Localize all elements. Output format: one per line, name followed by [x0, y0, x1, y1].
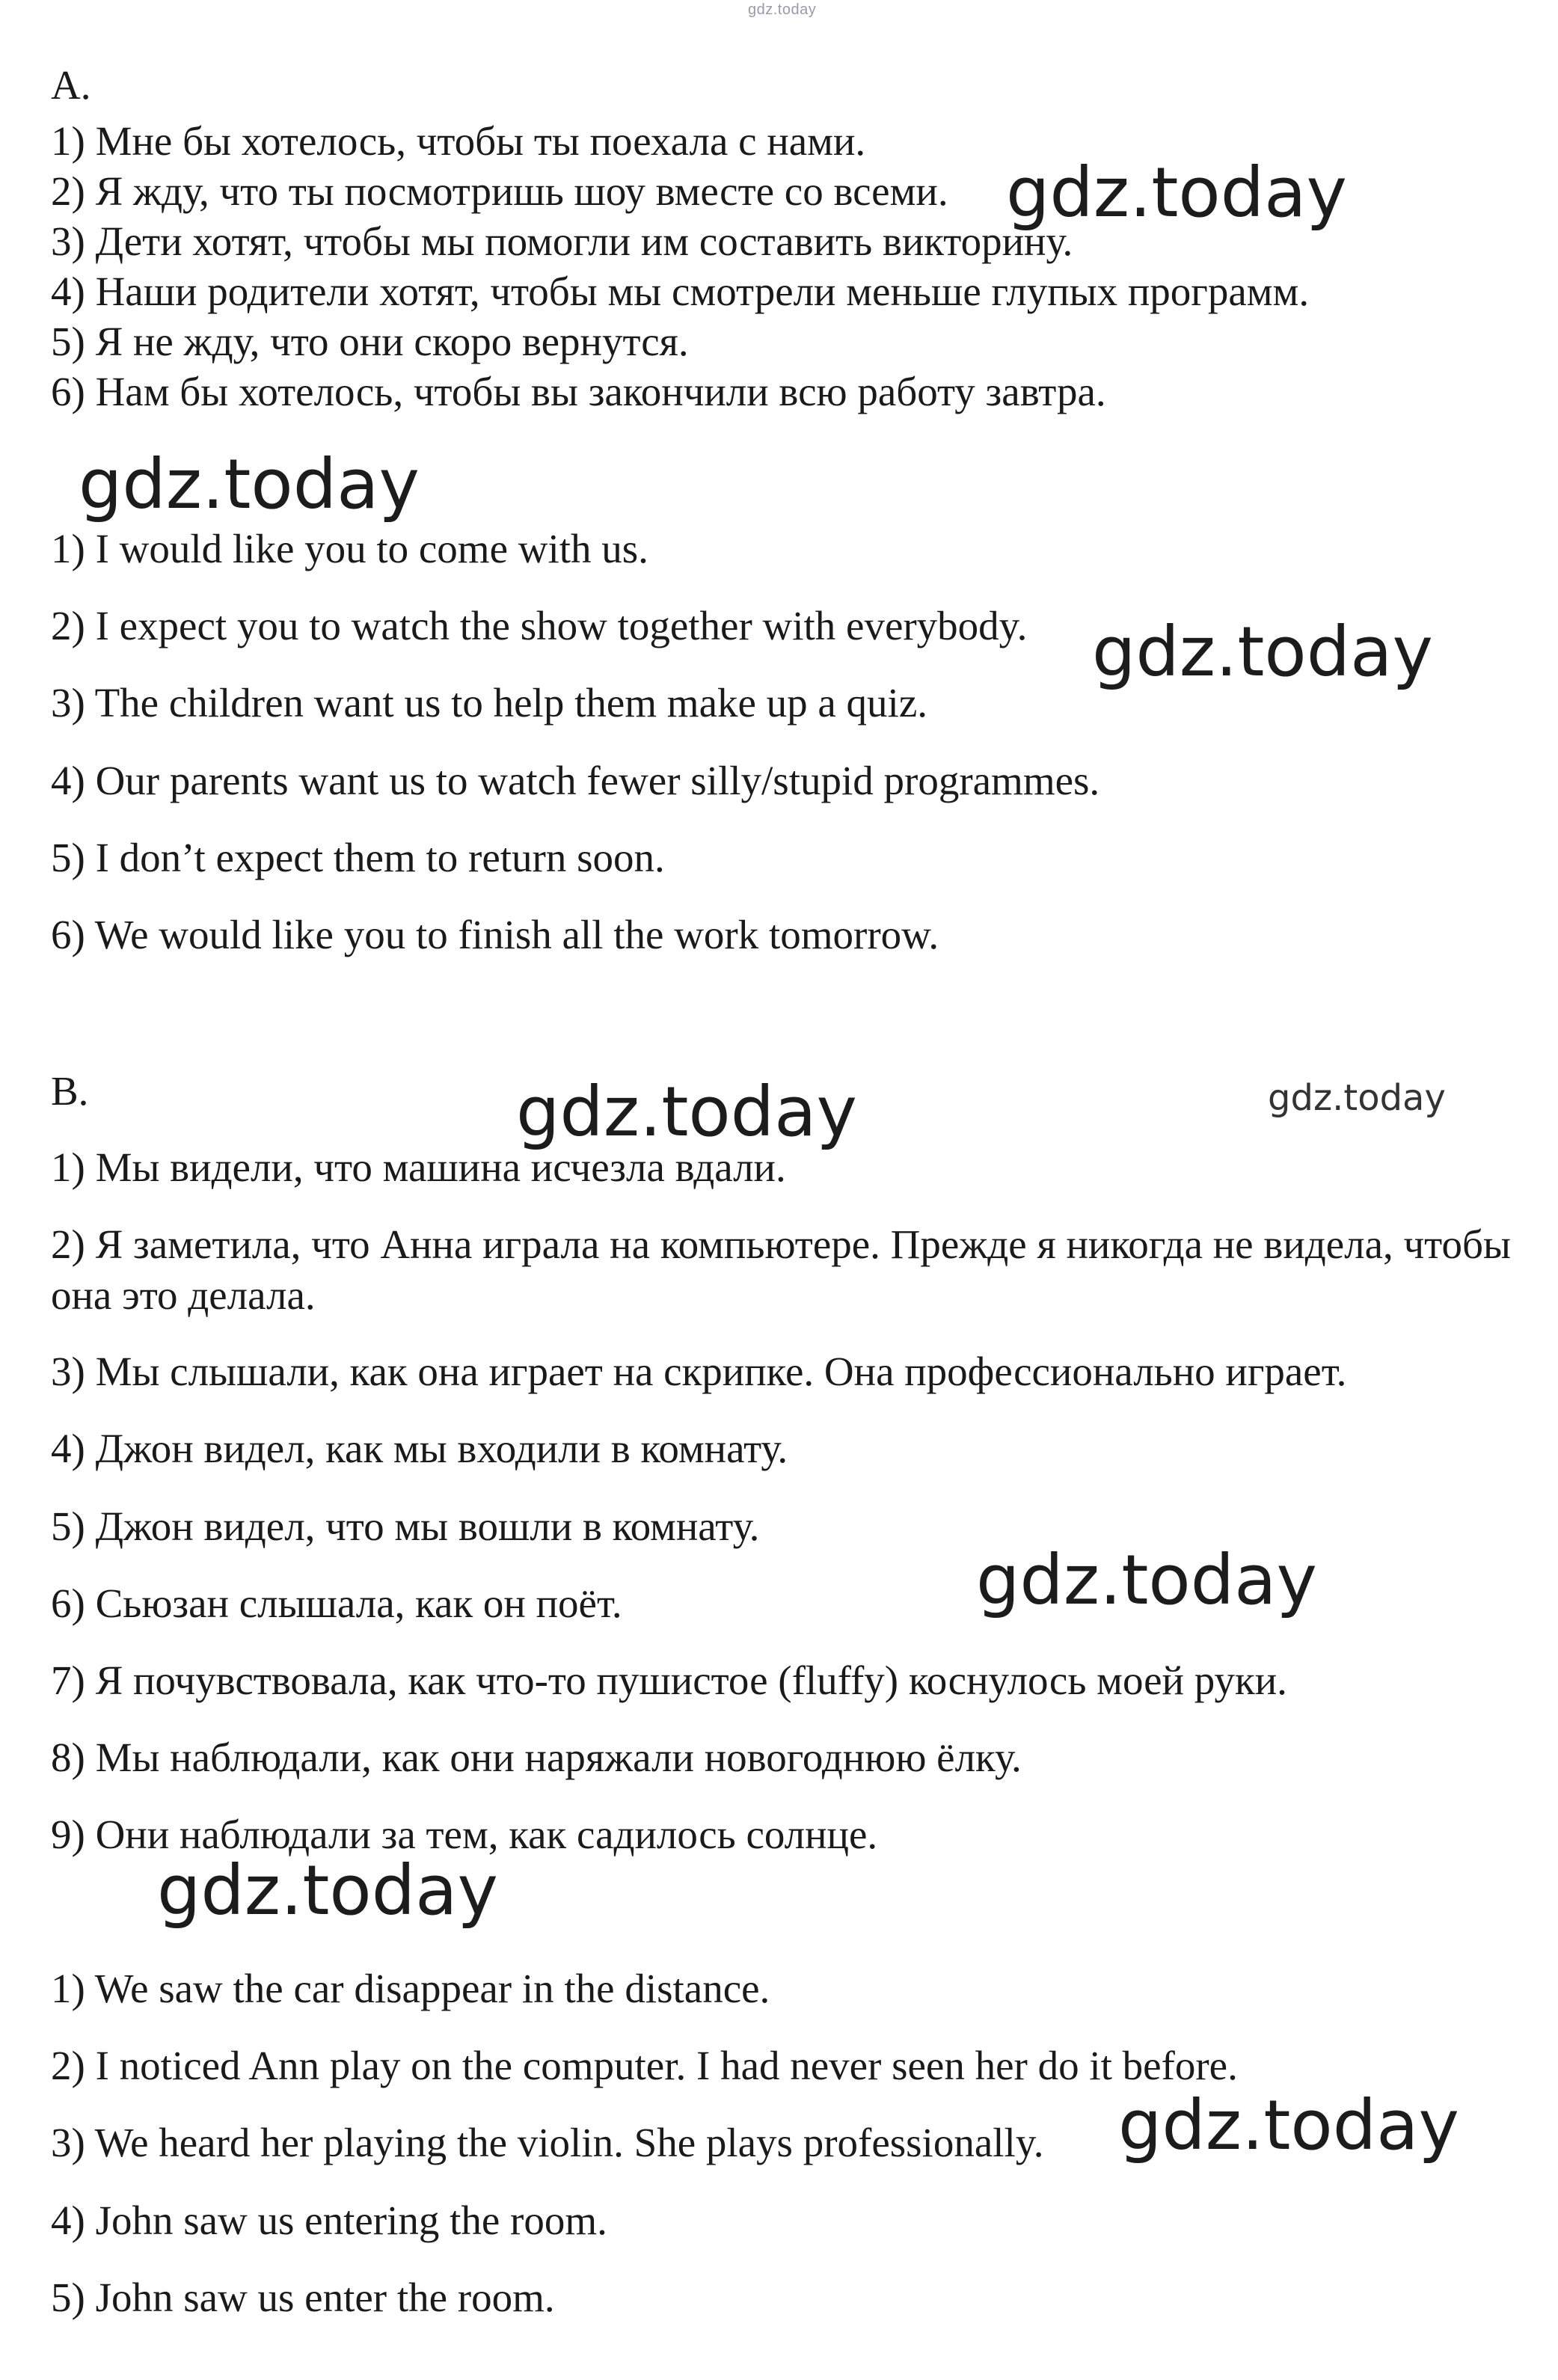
watermark: gdz.today	[157, 1850, 498, 1930]
section-a-heading: A.	[51, 62, 91, 108]
watermark: gdz.today	[976, 1540, 1317, 1620]
section-b-russian-line-1: 1) Мы видели, что машина исчезла вдали.	[51, 1144, 786, 1190]
section-a-english-line-2: 2) I expect you to watch the show together with everybody.	[51, 603, 1028, 648]
header-watermark: gdz.today	[748, 1, 817, 18]
section-a-russian-line-6: 6) Нам бы хотелось, чтобы вы закончили всю работу завтра.	[51, 369, 1106, 414]
section-a-english-line-3: 3) The children want us to help them make up a quiz.	[51, 680, 927, 726]
watermark: gdz.today	[1118, 2085, 1459, 2165]
section-b-english-line-5: 5) John saw us enter the room.	[51, 2275, 555, 2320]
section-b-russian-line-9: 9) Они наблюдали за тем, как садилось солнце.	[51, 1812, 878, 1857]
watermark-small: gdz.today	[1268, 1077, 1446, 1119]
watermark: gdz.today	[1092, 612, 1433, 692]
section-b-russian-line-6: 6) Сьюзан слышала, как он поёт.	[51, 1580, 622, 1626]
section-b-russian-line-7: 7) Я почувствовала, как что-то пушистое (fluffy) коснулось моей руки.	[51, 1657, 1287, 1703]
watermark: gdz.today	[516, 1072, 857, 1152]
section-b-english-line-1: 1) We saw the car disappear in the distance.	[51, 1966, 770, 2011]
section-b-heading: B.	[51, 1068, 89, 1114]
section-b-russian-line-3: 3) Мы слышали, как она играет на скрипке. Она профессионально играет.	[51, 1349, 1347, 1394]
section-b-russian-line-4: 4) Джон видел, как мы входили в комнату.	[51, 1426, 788, 1471]
section-a-english-line-1: 1) I would like you to come with us.	[51, 526, 648, 571]
section-a-russian-line-1: 1) Мне бы хотелось, чтобы ты поехала с нами.	[51, 118, 866, 164]
section-a-russian-line-5: 5) Я не жду, что они скоро вернутся.	[51, 319, 689, 364]
section-b-russian-line-5: 5) Джон видел, что мы вошли в комнату.	[51, 1503, 760, 1549]
section-a-english-line-4: 4) Our parents want us to watch fewer silly/stupid programmes.	[51, 758, 1100, 803]
section-b-english-line-2: 2) I noticed Ann play on the computer. I had never seen her do it before.	[51, 2043, 1238, 2088]
section-b-english-line-3: 3) We heard her playing the violin. She plays professionally.	[51, 2120, 1044, 2165]
section-a-russian-line-2: 2) Я жду, что ты посмотришь шоу вместе со всеми.	[51, 168, 948, 214]
section-a-russian-line-3: 3) Дети хотят, чтобы мы помогли им составить викторину.	[51, 218, 1073, 264]
section-a-english-line-5: 5) I don’t expect them to return soon.	[51, 835, 665, 880]
section-b-russian-line-8: 8) Мы наблюдали, как они наряжали новогоднюю ёлку.	[51, 1735, 1022, 1780]
section-b-english-line-4: 4) John saw us entering the room.	[51, 2197, 607, 2243]
watermark: gdz.today	[79, 444, 420, 524]
section-b-russian-line-2: 2) Я заметила, что Анна играла на компьютере. Прежде я никогда не видела, чтобы она это делала.	[51, 1221, 1511, 1318]
section-a-russian-line-4: 4) Наши родители хотят, чтобы мы смотрели меньше глупых программ.	[51, 269, 1310, 314]
section-a-english-line-6: 6) We would like you to finish all the work tomorrow.	[51, 912, 939, 957]
watermark: gdz.today	[1006, 153, 1347, 233]
